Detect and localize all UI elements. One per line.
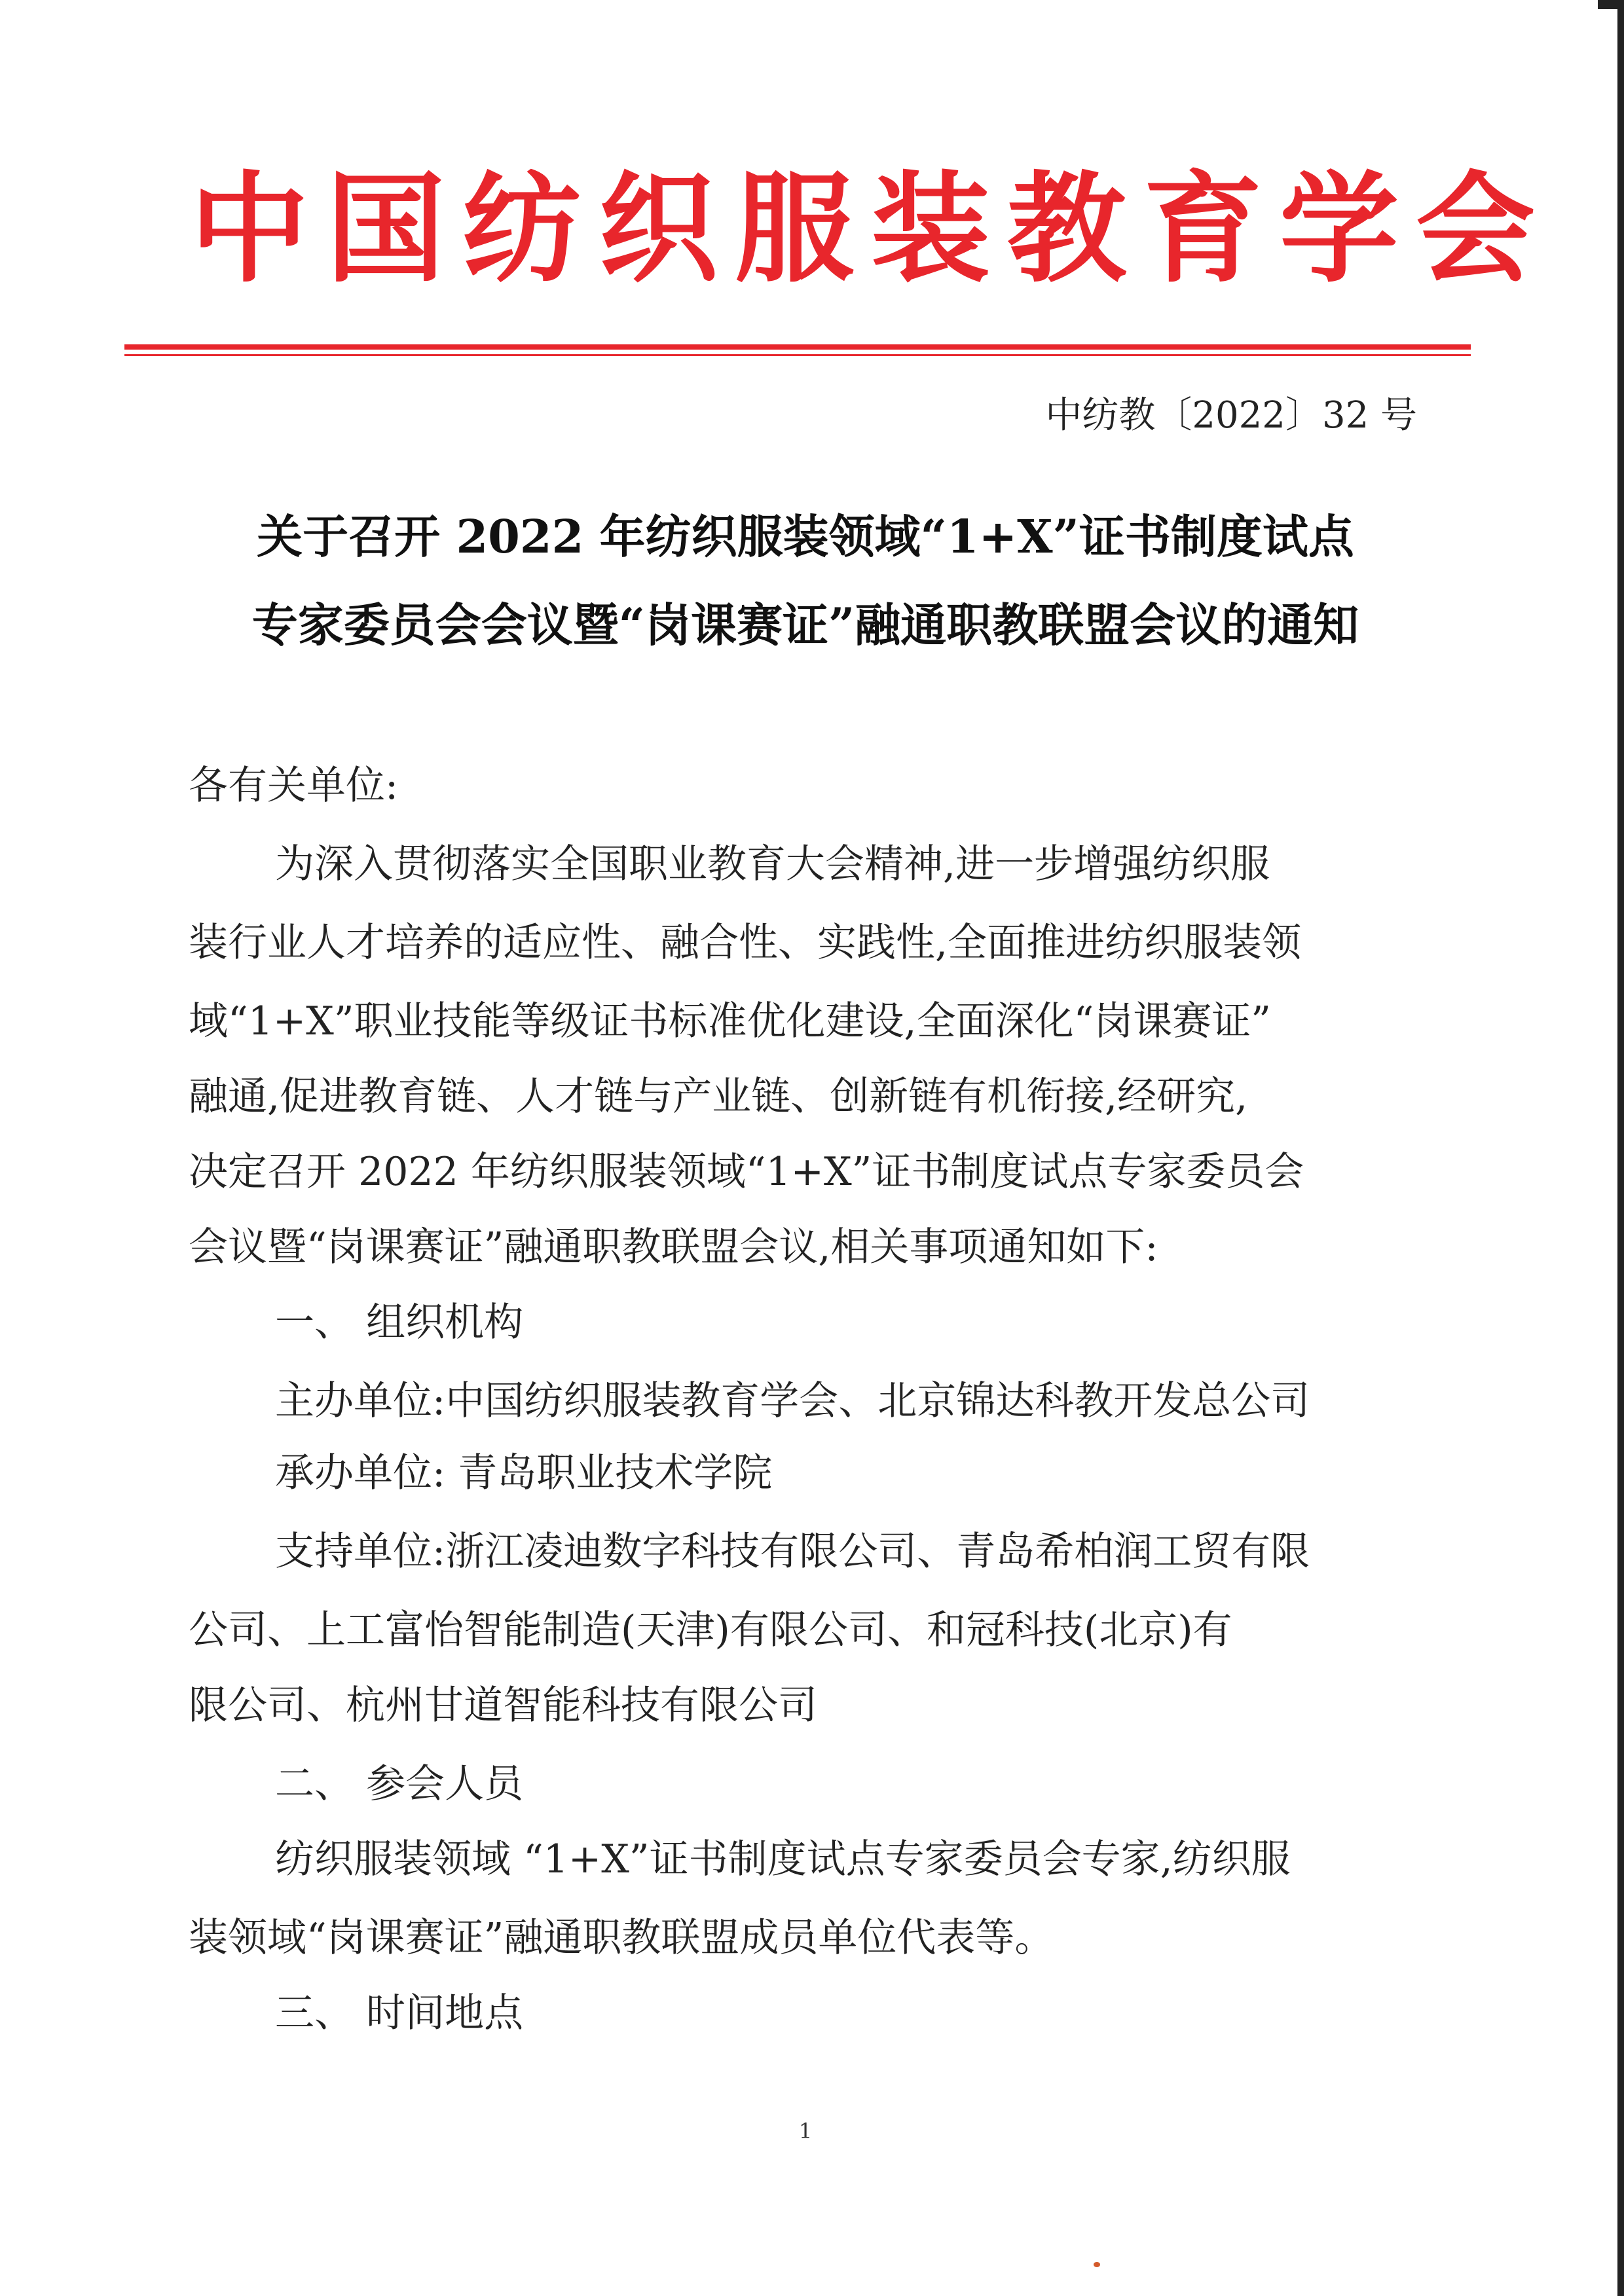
scan-edge-corner [1598,0,1624,9]
masthead-org-name: 中国纺织服装教育学会 [190,160,1552,299]
supporter-line: 限公司、杭州甘道智能科技有限公司 [189,1683,817,1728]
document-number: 中纺教〔2022〕32 号 [1045,394,1417,437]
intro-line: 域“1+X”职业技能等级证书标准优化建设,全面深化“岗课赛证” [189,998,1271,1044]
section-heading-participants: 二、 参会人员 [275,1761,524,1807]
intro-line: 为深入贯彻落实全国职业教育大会精神,进一步增强纺织服 [275,841,1270,887]
document-title-line-2: 专家委员会会议暨“岗课赛证”融通职教联盟会议的通知 [251,598,1359,652]
intro-line: 会议暨“岗课赛证”融通职教联盟会议,相关事项通知如下: [189,1224,1158,1270]
masthead-rule-thick [124,344,1471,350]
page-number: 1 [798,2119,813,2143]
intro-line: 融通,促进教育链、人才链与产业链、创新链有机衔接,经研究, [189,1074,1248,1120]
participants-line: 纺织服装领域 “1+X”证书制度试点专家委员会专家,纺织服 [275,1836,1291,1882]
host-units: 主办单位:中国纺织服装教育学会、北京锦达科教开发总公司 [275,1378,1310,1424]
participants-line: 装领域“岗课赛证”融通职教联盟成员单位代表等。 [189,1915,1054,1961]
organizer-unit: 承办单位: 青岛职业技术学院 [275,1450,773,1496]
masthead-rule-thin [124,354,1471,356]
section-heading-time-place: 三、 时间地点 [275,1990,524,2036]
scan-speck [1094,2262,1100,2267]
section-heading-organization: 一、 组织机构 [275,1300,524,1345]
document-title-line-1: 关于召开 2022 年纺织服装领域“1+X”证书制度试点 [257,509,1354,564]
scan-edge [1617,0,1624,2296]
intro-line: 决定召开 2022 年纺织服装领域“1+X”证书制度试点专家委员会 [189,1149,1304,1195]
supporter-line: 支持单位:浙江凌迪数字科技有限公司、青岛希柏润工贸有限 [275,1529,1310,1575]
supporter-line: 公司、上工富怡智能制造(天津)有限公司、和冠科技(北京)有 [189,1607,1232,1653]
salutation: 各有关单位: [189,763,399,809]
intro-line: 装行业人才培养的适应性、融合性、实践性,全面推进纺织服装领 [189,920,1302,966]
